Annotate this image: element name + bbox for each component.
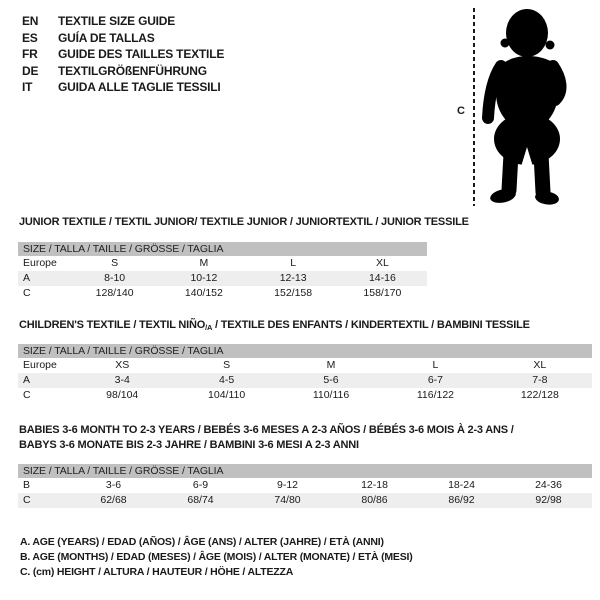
lang-title: GUIDA ALLE TAGLIE TESSILI [58, 80, 221, 94]
junior-section-title: JUNIOR TEXTILE / TEXTIL JUNIOR/ TEXTILE JUNIOR / JUNIORTEXTIL / JUNIOR TESSILE [19, 216, 469, 228]
lang-row-fr [22, 46, 224, 63]
row-label: A [23, 374, 31, 386]
babies-size-table [18, 464, 592, 508]
lang-code: FR [22, 47, 38, 61]
table-row-height [18, 493, 592, 508]
lang-code: IT [22, 80, 33, 94]
lang-code: ES [22, 30, 38, 45]
language-header [22, 13, 224, 96]
table-row-age-months [18, 478, 592, 493]
size-cell: S [223, 359, 231, 371]
size-cell: L [290, 257, 297, 269]
age-cell: 24-36 [535, 479, 562, 491]
size-header-bar: SIZE / TALLA / TAILLE / GRÖSSE / TAGLIA [18, 344, 592, 358]
table-row-height [18, 286, 427, 301]
row-label: Europe [23, 359, 57, 371]
age-cell: 9-12 [276, 479, 298, 491]
size-cell: M [199, 257, 209, 269]
age-cell: 6-9 [192, 479, 209, 491]
height-cell: 62/68 [100, 494, 127, 506]
babies-section-title [19, 423, 514, 453]
footnote-age-years: A. AGE (YEARS) / EDAD (AÑOS) / ÂGE (ANS) / ALTER (JAHRE) / ETÀ (ANNI) [20, 536, 384, 548]
row-label: Europe [23, 257, 57, 269]
children-title-suffix: / TEXTILE DES ENFANTS / KINDERTEXTIL / BAMBINI TESSILE [212, 319, 530, 331]
lang-title: TEXTILE SIZE GUIDE [58, 14, 176, 28]
lang-row-es [22, 30, 224, 47]
children-title-subscript: /A [205, 323, 213, 332]
lang-title: GUÍA DE TALLAS [58, 30, 155, 45]
table-row-europe [18, 256, 427, 271]
table-row-age [18, 271, 427, 286]
age-cell: 14-16 [368, 272, 396, 284]
size-cell: S [111, 257, 119, 269]
lang-row-en [22, 13, 224, 30]
height-cell: 74/80 [274, 494, 301, 506]
lang-code: EN [22, 14, 39, 28]
height-measure-label: C [457, 105, 465, 117]
size-header-bar: SIZE / TALLA / TAILLE / GRÖSSE / TAGLIA [18, 242, 427, 256]
age-cell: 12-18 [361, 479, 388, 491]
row-label: C [23, 494, 31, 506]
legend-footnotes [20, 535, 413, 581]
size-cell: XL [533, 359, 547, 371]
height-cell: 116/122 [416, 389, 455, 401]
size-cell: XS [115, 359, 130, 371]
footnote-height: C. (cm) HEIGHT / ALTURA / HAUTEUR / HÖHE / ALTEZZA [20, 566, 294, 579]
age-cell: 12-13 [279, 272, 307, 284]
age-cell: 3-6 [105, 479, 122, 491]
age-cell: 3-4 [114, 374, 130, 386]
footnote-age-months: B. AGE (MONTHS) / EDAD (MESES) / ÂGE (MOIS) / ALTER (MONATE) / ETÀ (MESI) [20, 551, 413, 564]
junior-size-table [18, 242, 427, 301]
age-cell: 5-6 [323, 374, 339, 386]
height-cell: 140/152 [184, 287, 223, 299]
height-cell: 128/140 [95, 287, 134, 299]
table-row-age [18, 373, 592, 388]
age-cell: 6-7 [427, 374, 444, 386]
size-header-bar: SIZE / TALLA / TAILLE / GRÖSSE / TAGLIA [18, 464, 592, 478]
table-row-height [18, 388, 592, 403]
babies-title-line2: BABYS 3-6 MONATE BIS 2-3 JAHRE / BAMBINI 3-6 MESI A 2-3 ANNI [19, 439, 359, 451]
babies-title-line1: BABIES 3-6 MONTH TO 2-3 YEARS / BEBÉS 3-6 MESES A 2-3 AÑOS / BÉBÉS 3-6 MOIS À 2-3 ANS / [19, 424, 514, 436]
height-cell: 110/116 [312, 389, 350, 401]
height-cell: 68/74 [187, 494, 214, 506]
age-cell: 18-24 [448, 479, 475, 491]
age-cell: 7-8 [532, 374, 548, 386]
height-cell: 80/86 [361, 494, 388, 506]
children-title-prefix: CHILDREN'S TEXTILE / TEXTIL NIÑO [19, 319, 206, 331]
age-cell: 4-5 [219, 374, 235, 386]
height-cell: 98/104 [106, 389, 139, 401]
height-measure-dashed-line [473, 8, 475, 206]
height-cell: 104/110 [208, 389, 246, 401]
height-cell: 92/98 [535, 494, 562, 506]
height-cell: 152/158 [274, 287, 313, 299]
lang-title: GUIDE DES TAILLES TEXTILE [58, 47, 225, 61]
height-cell: 86/92 [448, 494, 475, 506]
height-cell: 158/170 [363, 287, 402, 299]
row-label: C [23, 389, 31, 401]
row-label: A [23, 272, 31, 284]
children-size-table [18, 344, 592, 403]
row-label: B [23, 479, 31, 491]
lang-code: DE [22, 63, 39, 78]
table-row-europe [18, 358, 592, 373]
size-cell: M [326, 359, 336, 371]
size-cell: L [432, 359, 439, 371]
age-cell: 10-12 [190, 272, 218, 284]
lang-row-de [22, 63, 224, 80]
children-section-title [19, 319, 530, 332]
lang-title: TEXTILGRÖßENFÜHRUNG [58, 63, 207, 78]
size-cell: XL [375, 257, 389, 269]
height-cell: 122/128 [520, 389, 559, 401]
baby-silhouette-icon [482, 6, 572, 207]
row-label: C [23, 287, 31, 299]
age-cell: 8-10 [104, 272, 126, 284]
lang-row-it [22, 79, 224, 96]
